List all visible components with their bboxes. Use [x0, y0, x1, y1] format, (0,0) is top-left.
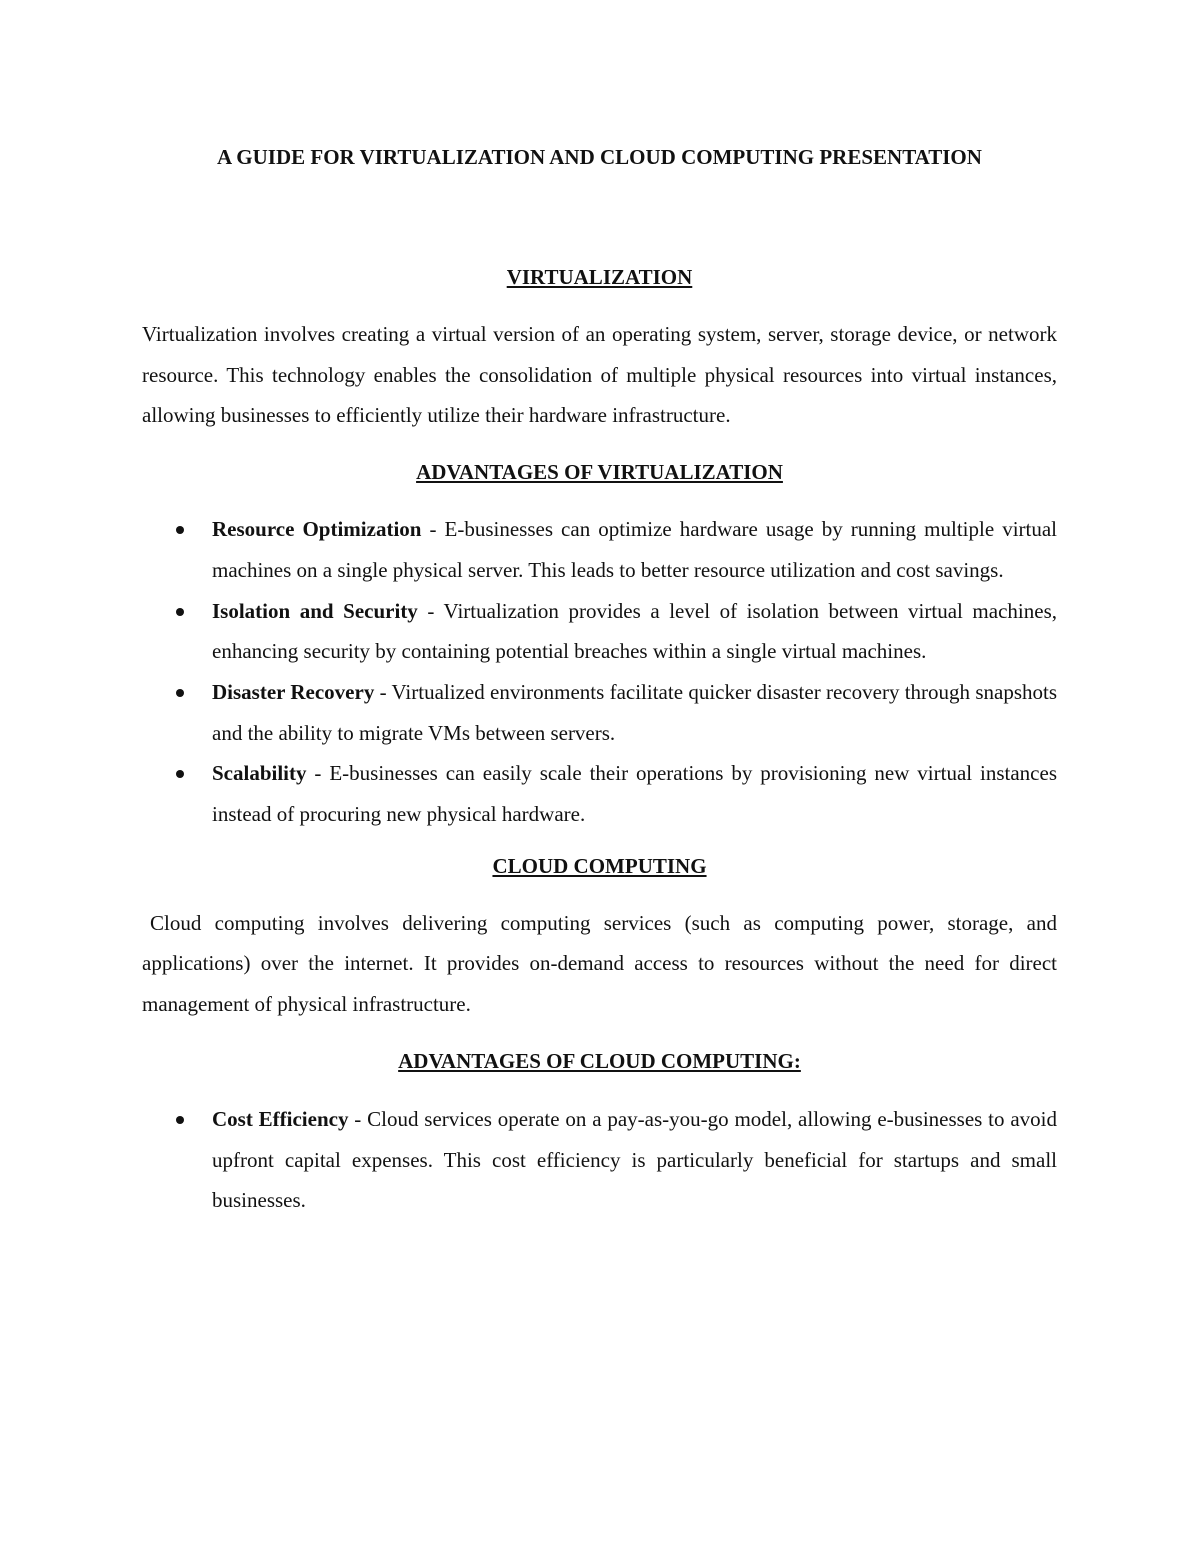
- paragraph-cloud-computing: Cloud computing involves delivering computing services (such as computing power, storage, and applications) over the internet. It provides on-demand access to resources without the need for direct management of physical infrastructure.: [142, 910, 1057, 1017]
- bullet-icon: [176, 608, 184, 616]
- list-advantages-of-cloud-computing: [142, 1099, 1057, 1221]
- item-text: - E-businesses can easily scale their operations by provisioning new virtual instances instead of procuring new physical hardware.: [212, 761, 1057, 827]
- bullet-icon: [176, 526, 184, 534]
- heading-virtualization: VIRTUALIZATION: [506, 265, 693, 289]
- list-item: [142, 1099, 1057, 1221]
- item-term: Disaster Recovery: [212, 679, 375, 704]
- document-title: A GUIDE FOR VIRTUALIZATION AND CLOUD COMPUTING PRESENTATION: [217, 145, 982, 169]
- bullet-icon: [176, 770, 184, 778]
- list-advantages-of-virtualization: [142, 509, 1057, 835]
- item-term: Resource Optimization: [212, 517, 422, 542]
- bullet-icon: [176, 689, 184, 697]
- item-term: Isolation and Security: [212, 598, 418, 623]
- list-item: [142, 672, 1057, 753]
- heading-cloud-computing: CLOUD COMPUTING: [492, 853, 707, 878]
- item-term: Scalability: [212, 761, 307, 786]
- list-item: [142, 753, 1057, 834]
- item-text: - E-businesses can optimize hardware usage by running multiple virtual machines on a single physical server. This leads to better resource utilization and cost savings.: [212, 517, 1058, 582]
- heading-advantages-of-cloud-computing: ADVANTAGES OF CLOUD COMPUTING:: [398, 1048, 801, 1073]
- paragraph-virtualization: Virtualization involves creating a virtual version of an operating system, server, storage device, or network resource. This technology enables the consolidation of multiple physical resources into virtual instances, allowing businesses to efficiently utilize their hardware infrastructure.: [142, 322, 1057, 428]
- item-term: Cost Efficiency: [212, 1106, 349, 1131]
- document-body: [142, 140, 1057, 1221]
- list-item: [142, 509, 1057, 590]
- item-text: - Virtualized environments facilitate quicker disaster recovery through snapshots and the ability to migrate VMs between servers.: [212, 679, 1057, 745]
- item-text: - Virtualization provides a level of isolation between virtual machines, enhancing security by containing potential breaches within a single virtual machines.: [212, 598, 1057, 664]
- list-item: [142, 591, 1057, 672]
- bullet-icon: [176, 1116, 184, 1124]
- heading-advantages-of-virtualization: ADVANTAGES OF VIRTUALIZATION: [416, 460, 783, 485]
- item-text: - Cloud services operate on a pay-as-you-go model, allowing e-businesses to avoid upfront capital expenses. This cost efficiency is particularly beneficial for startups and small businesses.: [212, 1106, 1057, 1213]
